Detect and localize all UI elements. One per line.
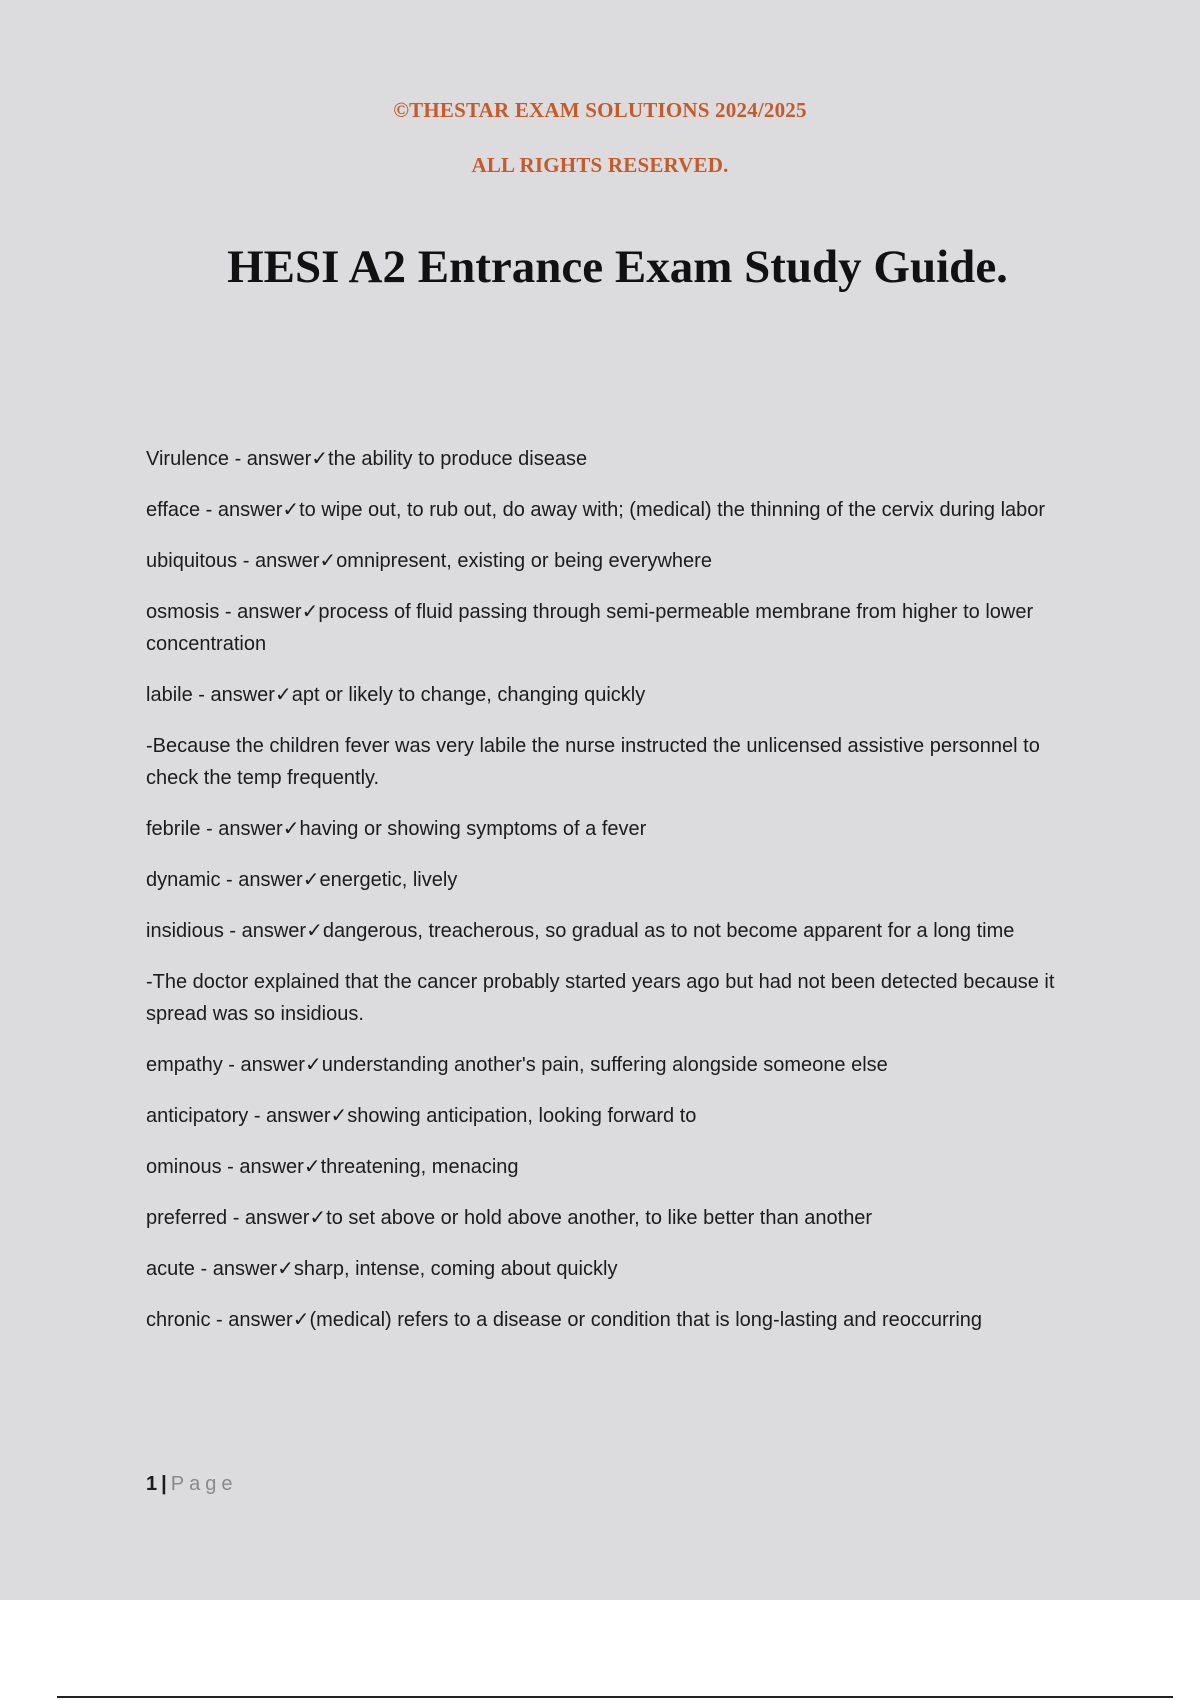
glossary-entry: insidious - answer✓dangerous, treacherous, so gradual as to not become apparent for a long time bbox=[146, 920, 1015, 942]
example-sentence: -The doctor explained that the cancer probably started years ago but had not been detected because it spread was so insidious. bbox=[146, 971, 1055, 1025]
copyright-header: ©THESTAR EXAM SOLUTIONS 2024/2025 bbox=[393, 98, 807, 122]
glossary-entry: febrile - answer✓having or showing symptoms of a fever bbox=[146, 818, 647, 840]
document-title: HESI A2 Entrance Exam Study Guide. bbox=[227, 241, 1008, 293]
page-separator: | bbox=[161, 1473, 167, 1495]
glossary-entry: preferred - answer✓to set above or hold above another, to like better than another bbox=[146, 1207, 873, 1229]
example-sentence: -Because the children fever was very labile the nurse instructed the unlicensed assistive personnel to check the temp frequently. bbox=[146, 735, 1040, 789]
glossary-entry: chronic - answer✓(medical) refers to a disease or condition that is long-lasting and reoccurring bbox=[146, 1309, 983, 1331]
rights-reserved-header: ALL RIGHTS RESERVED. bbox=[471, 153, 729, 177]
page-label: Page bbox=[170, 1473, 238, 1495]
glossary-list bbox=[146, 443, 1086, 1355]
page-divider bbox=[57, 1696, 1173, 1698]
glossary-entry: empathy - answer✓understanding another's pain, suffering alongside someone else bbox=[146, 1054, 888, 1076]
glossary-entry: anticipatory - answer✓showing anticipation, looking forward to bbox=[146, 1105, 697, 1127]
glossary-entry: ominous - answer✓threatening, menacing bbox=[146, 1156, 519, 1178]
glossary-entry: osmosis - answer✓process of fluid passing through semi-permeable membrane from higher to lower concentration bbox=[146, 601, 1034, 655]
glossary-entry: efface - answer✓to wipe out, to rub out, do away with; (medical) the thinning of the cervix during labor bbox=[146, 499, 1046, 521]
glossary-entry: ubiquitous - answer✓omnipresent, existing or being everywhere bbox=[146, 550, 712, 572]
glossary-entry: Virulence - answer✓the ability to produce disease bbox=[146, 448, 588, 470]
page-number: 1 bbox=[146, 1473, 158, 1495]
glossary-entry: labile - answer✓apt or likely to change, changing quickly bbox=[146, 684, 646, 706]
glossary-entry: dynamic - answer✓energetic, lively bbox=[146, 869, 458, 891]
glossary-entry: acute - answer✓sharp, intense, coming about quickly bbox=[146, 1258, 618, 1280]
page-footer bbox=[146, 1473, 237, 1496]
